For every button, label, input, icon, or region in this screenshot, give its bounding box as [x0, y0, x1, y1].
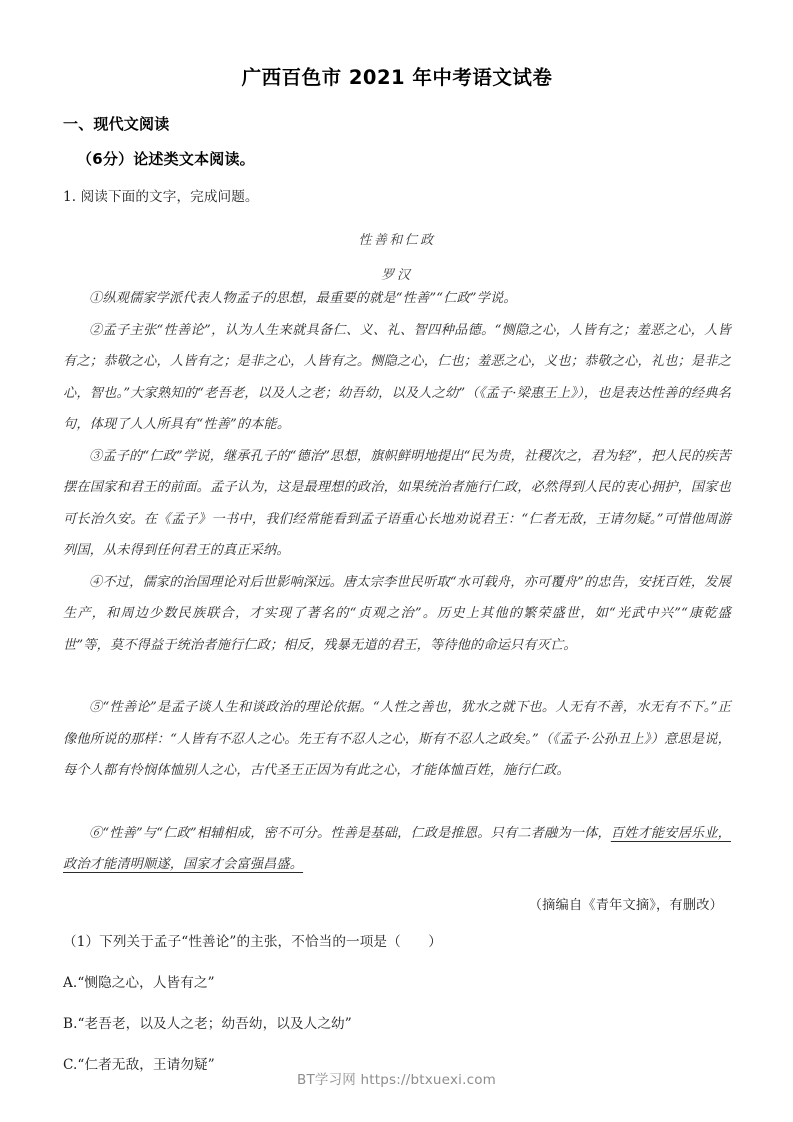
- paragraph-six-underlined: 百姓才能安居乐业，政治才能清明顺遂，国家才会富强昌盛。: [63, 825, 731, 872]
- question-prompt: （1）下列关于孟子“性善论”的主张，不恰当的一项是（ ）: [63, 933, 442, 950]
- article-paragraph: ②孟子主张“性善论”，认为人生来就具备仁、义、礼、智四种品德。“恻隐之心，人皆有之；羞恶之心，人皆有之；恭敬之心，人皆有之；是非之心，人皆有之。恻隐之心，仁也；羞恶之心，义也；恭敬之心，礼也；是非之心，智也。”大家熟知的“老吾老，以及人之老；幼吾幼，以及人之幼”（《孟子·梁惠王上》），也是表达性善的经典名句，体现了人人所具有“性善”的本能。: [63, 322, 731, 432]
- article-paragraph: ①纵观儒家学派代表人物孟子的思想，最重要的就是“性善”“仁政”学说。: [89, 291, 517, 306]
- question-stem-intro: 1. 阅读下面的文字，完成问题。: [63, 189, 259, 205]
- article-paragraph-six: [63, 818, 731, 881]
- article-author: 罗汉: [380, 268, 413, 283]
- answer-option-c[interactable]: C.“仁者无敌，王请勿疑”: [63, 1056, 215, 1073]
- article-paragraph: ⑤“性善论”是孟子谈人生和谈政治的理论依据。“人性之善也，犹水之就下也。人无有不善，水无有不下。”正像他所说的那样：“人皆有不忍人之心。先王有不忍人之心，斯有不忍人之政矣。”（《孟子·公孙丑上》）意思是说，每个人都有怜悯体恤别人之心，古代圣王正因为有此之心，才能体恤百姓，施行仁政。: [63, 700, 731, 778]
- section-heading-subsection: （6分）论述类文本阅读。: [77, 150, 255, 168]
- answer-option-a[interactable]: A.“恻隐之心，人皆有之”: [63, 974, 215, 991]
- answer-option-b[interactable]: B.“老吾老，以及人之老；幼吾幼，以及人之幼”: [63, 1015, 352, 1032]
- article-paragraph: ④不过，儒家的治国理论对后世影响深远。唐太宗李世民听取“水可载舟，亦可覆舟”的忠告，安抚百姓，发展生产，和周边少数民族联合，才实现了著名的“贞观之治”。历史上其他的繁荣盛世，如“光武中兴”“康乾盛世”等，莫不得益于统治者施行仁政；相反，残暴无道的君王，等待他的命运只有灭亡。: [63, 574, 731, 653]
- section-heading-part-one: 一、现代文阅读: [63, 115, 170, 133]
- article-title: 性善和仁政: [358, 233, 436, 248]
- footer-watermark: BT学习网 https://btxuexi.com: [296, 1072, 497, 1088]
- page-title: 广西百色市 2021 年中考语文试卷: [241, 66, 553, 89]
- article-paragraph: ③孟子的“仁政”学说，继承孔子的“德治”思想，旗帜鲜明地提出“民为贵，社稷次之，君为轻”，把人民的疾苦摆在国家和君王的前面。孟子认为，这是最理想的政治，如果统治者施行仁政，必然得到人民的衷心拥护，国家也可长治久安。在《孟子》一书中，我们经常能看到孟子语重心长地劝说君王：“仁者无敌，王请勿疑。”可惜他周游列国，从未得到任何君王的真正采纳。: [63, 448, 731, 558]
- paragraph-six-lead: ⑥“性善”与“仁政”相辅相成，密不可分。性善是基础，仁政是推恩。只有二者融为一体，: [89, 825, 611, 841]
- article-source-attribution: （摘编自《青年文摘》，有删改）: [528, 897, 723, 913]
- document-content: [63, 0, 731, 1073]
